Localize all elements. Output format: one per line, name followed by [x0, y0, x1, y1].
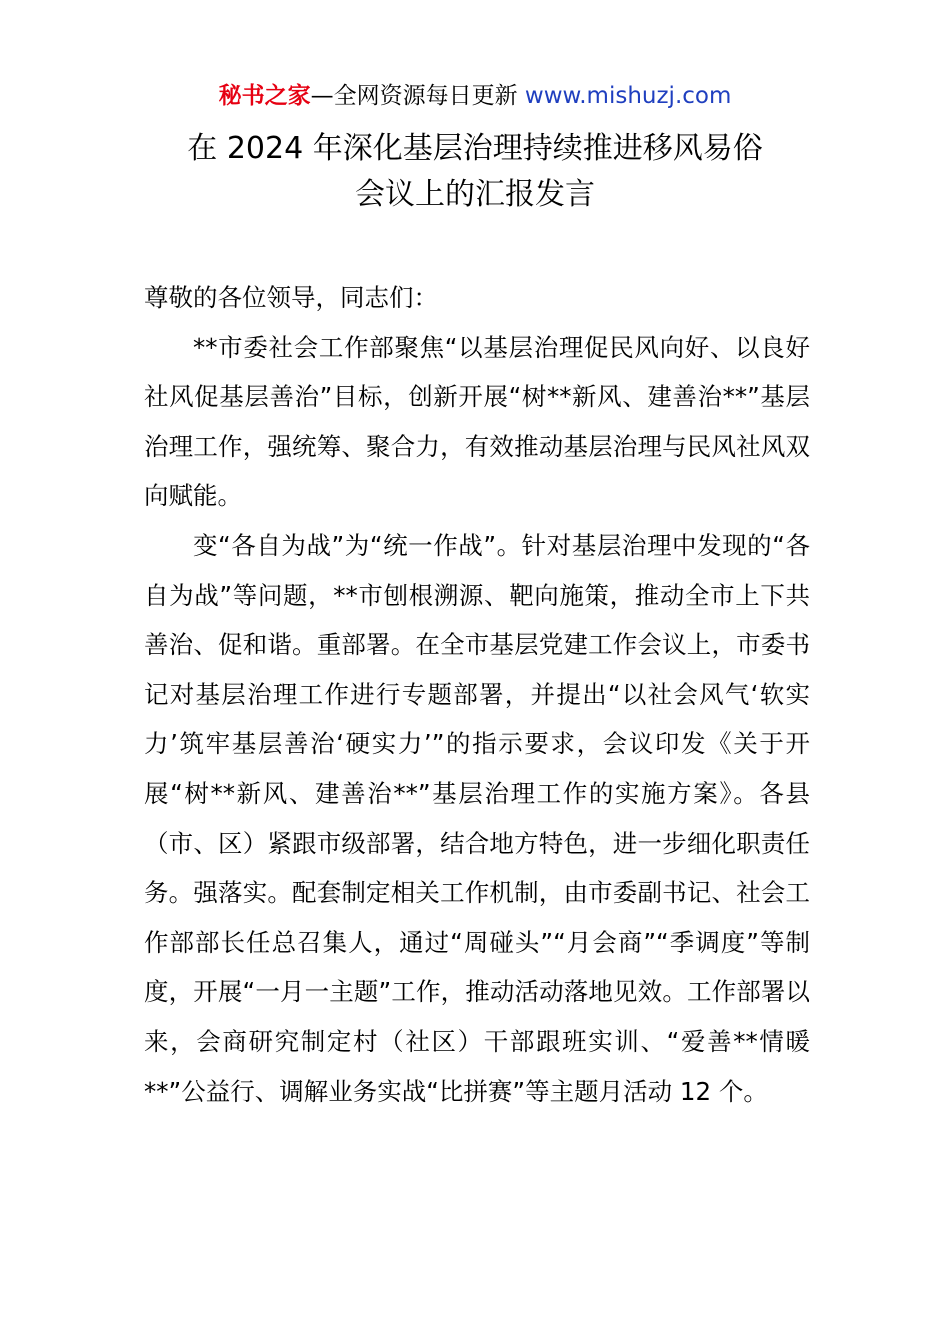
title-line-2: 会议上的汇报发言: [355, 177, 595, 212]
salutation: 尊敬的各位领导，同志们：: [144, 283, 438, 312]
header-tagline: —全网资源每日更新: [310, 83, 525, 109]
brand-name: 秘书之家: [218, 83, 311, 109]
site-url-link[interactable]: www.mishuzj.com: [524, 83, 732, 109]
paragraph-unified-action: 变“各自为战”为“统一作战”。针对基层治理中发现的“各自为战”等问题，**市刨根溯源、靶向施策，推动全市上下共善治、促和谐。重部署。在全市基层党建工作会议上，市委书记对基层治理工作进行专题部署，并提出“以社会风气‘软实力’筑牢基层善治‘硬实力’”的指示要求，会议印发《关于开展“树**新风、建善治**”基层治理工作的实施方案》。各县（市、区）紧跟市级部署，结合地方特色，进一步细化职责任务。强落实。配套制定相关工作机制，由市委副书记、社会工作部部长任总召集人，通过“周碰头”“月会商”“季调度”等制度，开展“一月一主题”工作，推动活动落地见效。工作部署以来，会商研究制定村（社区）干部跟班实训、“爱善**情暖**”公益行、调解业务实战“比拼赛”等主题月活动 12 个。: [144, 530, 810, 1106]
document-body: [144, 273, 810, 1116]
paragraph-intro: **市委社会工作部聚焦“以基层治理促民风向好、以良好社风促基层善治”目标，创新开展“树**新风、建善治**”基层治理工作，强统筹、聚合力，有效推动基层治理与民风社风双向赋能。: [144, 332, 810, 511]
site-header: [0, 80, 950, 112]
document-title: [0, 126, 950, 218]
title-line-1: 在 2024 年深化基层治理持续推进移风易俗: [187, 131, 763, 166]
